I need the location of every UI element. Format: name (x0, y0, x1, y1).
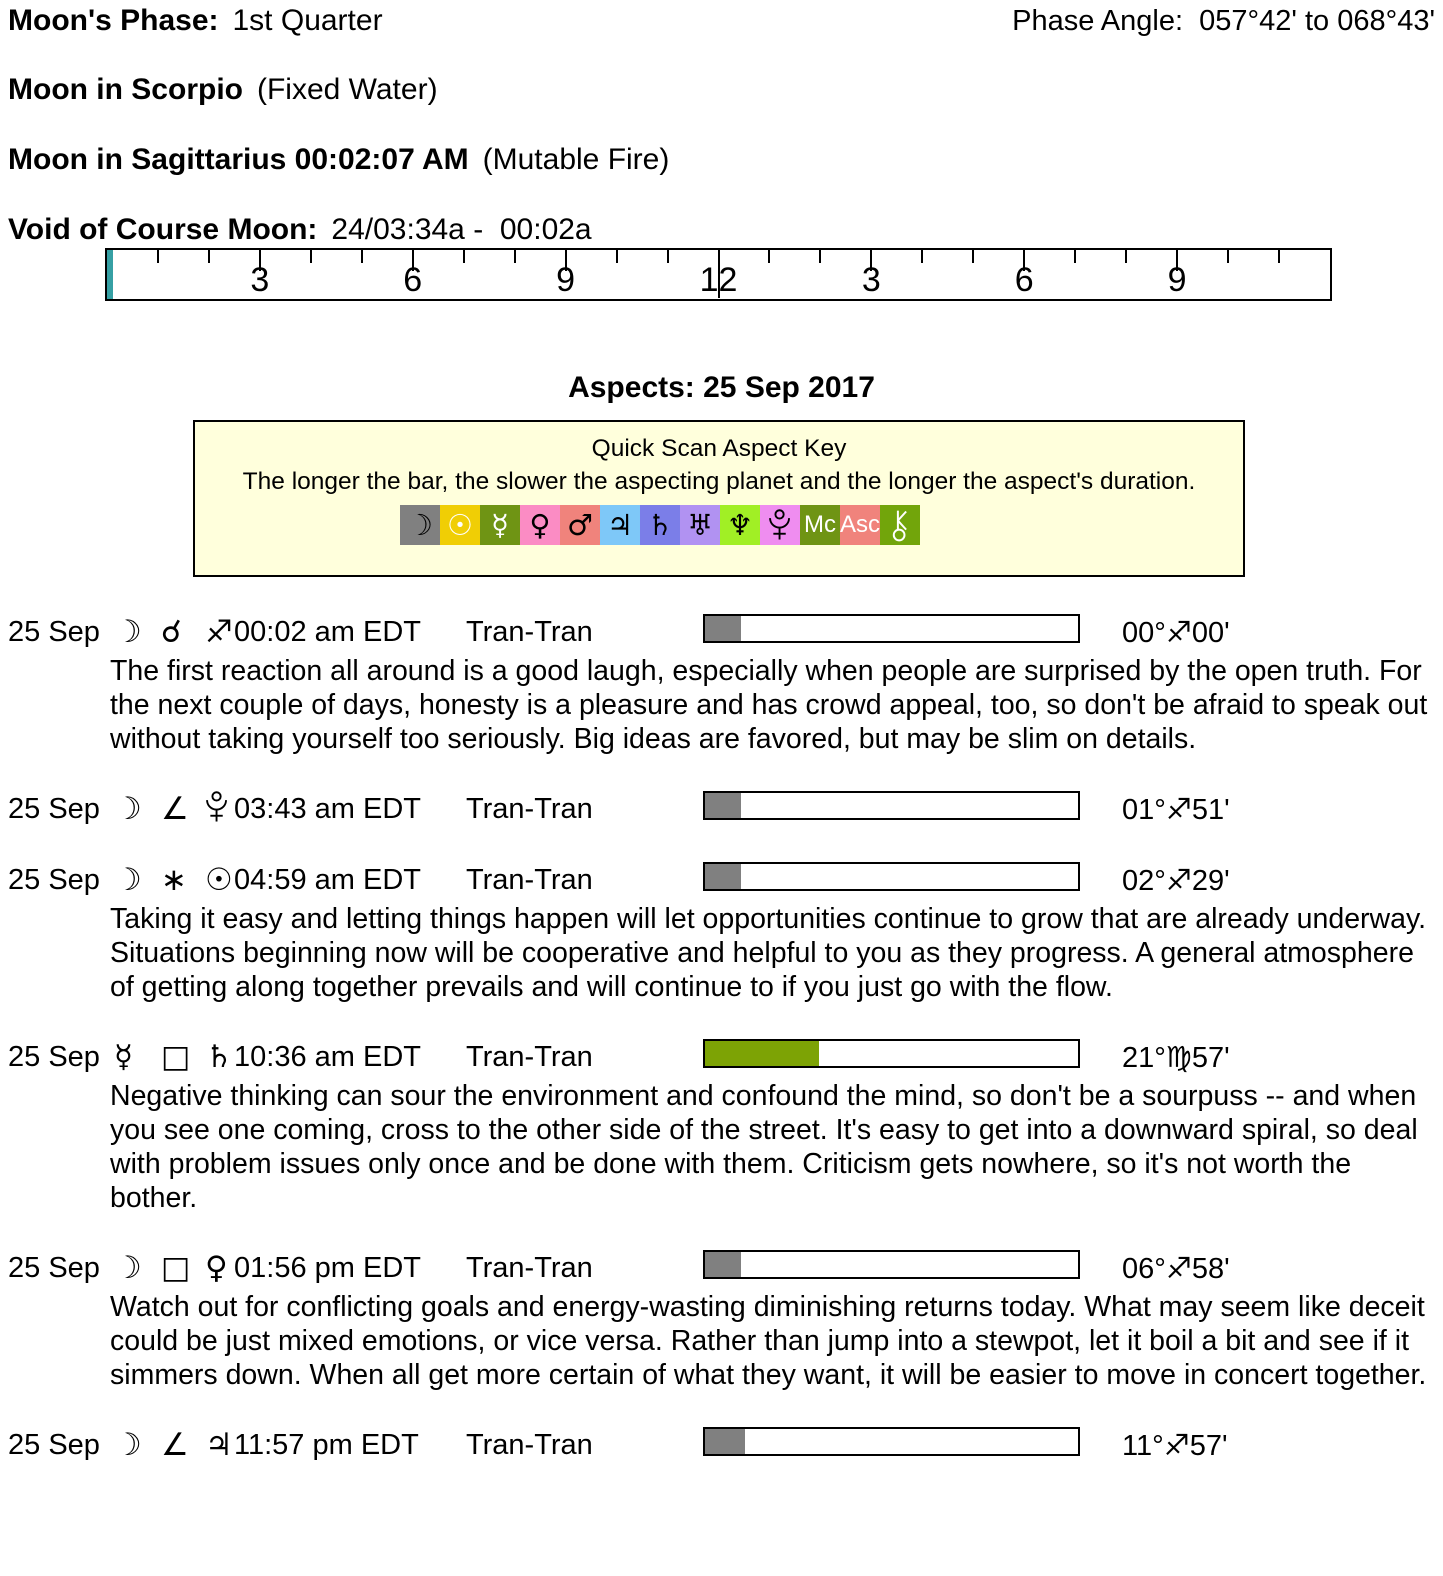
aspect-time: 10:36 am EDT (234, 1041, 421, 1073)
degree-value: 06° (1122, 1253, 1166, 1285)
degree-minutes: 00' (1191, 617, 1230, 649)
square-icon: □ (161, 1250, 191, 1286)
hour-tick (921, 250, 923, 263)
duration-bar (703, 1427, 1080, 1456)
hour-tick (208, 250, 210, 263)
hour-tick (616, 250, 618, 263)
aspect-block (0, 862, 1443, 1004)
voc-period-marker (107, 250, 113, 299)
key-item-mc (800, 505, 840, 545)
chiron-icon (888, 509, 911, 542)
duration-bar (703, 1039, 1080, 1068)
aspect-key-swatches (195, 505, 1243, 545)
key-item-saturn (640, 505, 680, 545)
mars-icon: ♂ (567, 508, 593, 542)
hour-tick (667, 250, 669, 263)
aspect-block (0, 614, 1443, 756)
degree-value: 21° (1122, 1042, 1166, 1074)
voc-ruler (105, 248, 1332, 301)
phase-angle: Phase Angle: 057°42' to 068°43' (1012, 5, 1435, 37)
duration-bar-fill (705, 793, 741, 818)
duration-bar-fill (705, 1252, 741, 1277)
aspect-degree (1122, 1250, 1230, 1287)
moons-phase (8, 5, 383, 37)
pluto-icon (205, 791, 228, 828)
sagittarius-icon: ♐ (1165, 792, 1192, 826)
moon-icon: ☽ (114, 1427, 142, 1463)
moon-icon: ☽ (114, 1250, 142, 1286)
sun-icon: ☉ (447, 508, 473, 542)
aspect-time: 01:56 pm EDT (234, 1252, 421, 1284)
key-item-jupiter (600, 505, 640, 545)
sagittarius-icon: ♐ (205, 614, 233, 650)
degree-minutes: 58' (1191, 1253, 1230, 1285)
aspect-block (0, 791, 1443, 827)
key-item-mars (560, 505, 600, 545)
aspect-degree (1122, 1427, 1228, 1464)
duration-bar (703, 791, 1080, 820)
moon-icon: ☽ (114, 791, 142, 827)
hour-tick (819, 250, 821, 263)
aspect-date: 25 Sep (8, 793, 100, 825)
aspect-row (0, 791, 1443, 827)
hour-tick (1278, 250, 1280, 263)
aspect-key-subtitle: The longer the bar, the slower the aspecting planet and the longer the aspect's duration. (242, 468, 1196, 495)
sagittarius-icon: ♐ (1165, 863, 1192, 897)
aspect-description: The first reaction all around is a good laugh, especially when people are surprised by the open truth. For the next couple of days, honesty is a pleasure and has crowd appeal, too, so don't be afraid to speak out without taking yourself too seriously. Big ideas are favored, but may be slim on details. (110, 655, 1428, 755)
degree-minutes: 29' (1191, 865, 1230, 897)
sextile-icon: ∗ (161, 862, 187, 898)
mercury-icon: ☿ (491, 508, 509, 542)
duration-bar (703, 614, 1080, 643)
hour-tick (310, 250, 312, 263)
hour-tick (768, 250, 770, 263)
aspect-key-box (193, 420, 1245, 577)
hour-label: 3 (861, 261, 881, 299)
aspect-list (0, 614, 1443, 1463)
degree-minutes: 57' (1191, 1042, 1230, 1074)
moon-icon: ☽ (114, 862, 142, 898)
aspect-type: Tran-Tran (466, 1252, 593, 1284)
sagittarius-icon: ♐ (1165, 1251, 1192, 1285)
aspect-row (0, 862, 1443, 898)
duration-bar-fill (705, 1429, 745, 1454)
duration-bar-fill (705, 864, 741, 889)
degree-value: 11° (1122, 1430, 1164, 1462)
duration-bar-fill (705, 616, 741, 641)
aspect-time: 11:57 pm EDT (234, 1429, 419, 1461)
moon-sign-line-1 (0, 74, 1443, 106)
void-of-course-value: 24/03:34a - 00:02a (331, 213, 592, 246)
hour-label: 3 (250, 261, 270, 299)
aspect-type: Tran-Tran (466, 616, 593, 648)
moon-sign-line-2 (0, 144, 1443, 176)
hour-label: 12 (699, 261, 738, 299)
key-item-mercury (480, 505, 520, 545)
aspect-type: Tran-Tran (466, 1041, 593, 1073)
sagittarius-icon: ♐ (1163, 1428, 1190, 1462)
aspect-row (0, 1250, 1443, 1286)
void-of-course-line (0, 214, 1443, 246)
aspect-description: Watch out for conflicting goals and energy-wasting diminishing returns today. What may seem like deceit could be just mixed emotions, or vice versa. Rather than jump into a stewpot, let it boil a bit and see if it simmers down. When all get more certain of what they want, it will be easier to move in concert together. (110, 1291, 1427, 1391)
hour-label: 6 (1014, 261, 1034, 299)
aspect-type: Tran-Tran (466, 1429, 593, 1461)
aspect-type: Tran-Tran (466, 864, 593, 896)
key-item-chiron (880, 505, 920, 545)
aspect-degree (1122, 791, 1230, 828)
mc-icon: Mc (804, 511, 836, 538)
aspect-degree (1122, 614, 1230, 651)
degree-minutes: 57' (1189, 1430, 1228, 1462)
hour-tick (1125, 250, 1127, 263)
moon-sign-1-note: (Fixed Water) (256, 73, 438, 106)
aspect-key-title: Quick Scan Aspect Key (591, 435, 847, 462)
aspect-block (0, 1039, 1443, 1215)
hour-tick (157, 250, 159, 263)
moons-phase-label: Moon's Phase: (8, 4, 219, 37)
aspect-time: 00:02 am EDT (234, 616, 421, 648)
semisquare-icon: ∠ (161, 1427, 189, 1463)
jupiter-icon: ♃ (607, 508, 633, 542)
duration-bar (703, 1250, 1080, 1279)
sun-icon: ☉ (205, 862, 233, 898)
asc-icon: Asc (840, 511, 881, 538)
conjunction-icon: ☌ (161, 614, 182, 650)
hour-tick (361, 250, 363, 263)
duration-bar-fill (705, 1041, 819, 1066)
semisquare-icon: ∠ (161, 791, 189, 827)
aspect-block (0, 1427, 1443, 1463)
degree-value: 01° (1122, 794, 1166, 826)
duration-bar (703, 862, 1080, 891)
hour-label: 9 (1167, 261, 1187, 299)
key-item-venus (520, 505, 560, 545)
aspect-row (0, 614, 1443, 650)
hour-tick (1227, 250, 1229, 263)
aspect-time: 04:59 am EDT (234, 864, 421, 896)
venus-icon: ♀ (205, 1250, 228, 1286)
moon-sign-2-label: Moon in Sagittarius 00:02:07 AM (8, 143, 469, 176)
moons-phase-value: 1st Quarter (232, 4, 383, 37)
aspect-time: 03:43 am EDT (234, 793, 421, 825)
aspect-date: 25 Sep (8, 616, 100, 648)
uranus-icon: ♅ (687, 508, 713, 542)
key-item-neptune (720, 505, 760, 545)
aspects-title: Aspects: 25 Sep 2017 (568, 371, 875, 404)
virgo-icon: ♍ (1165, 1040, 1192, 1074)
pluto-icon (768, 509, 791, 542)
degree-value: 02° (1122, 865, 1166, 897)
moon-icon: ☽ (407, 508, 433, 542)
aspect-degree (1122, 1039, 1230, 1076)
moon-sign-1-label: Moon in Scorpio (8, 73, 243, 106)
aspect-degree (1122, 862, 1230, 899)
aspect-description: Taking it easy and letting things happen will let opportunities continue to grow that are already underway. Situations beginning now will be cooperative and helpful to you as they progress. A general atmosphere of getting along together prevails and will continue to if you just go with the flow. (110, 903, 1427, 1003)
key-item-sun (440, 505, 480, 545)
aspect-type: Tran-Tran (466, 793, 593, 825)
hour-label: 9 (556, 261, 576, 299)
neptune-icon: ♆ (727, 508, 753, 542)
degree-value: 00° (1122, 617, 1166, 649)
key-item-asc (840, 505, 880, 545)
hour-tick (463, 250, 465, 263)
moon-icon: ☽ (114, 614, 142, 650)
sagittarius-icon: ♐ (1165, 615, 1192, 649)
aspect-date: 25 Sep (8, 1429, 100, 1461)
jupiter-icon: ♃ (205, 1427, 233, 1463)
saturn-icon: ♄ (205, 1039, 233, 1075)
degree-minutes: 51' (1191, 794, 1230, 826)
moons-phase-line (0, 0, 1443, 37)
mercury-icon: ☿ (114, 1039, 134, 1075)
hour-tick (1074, 250, 1076, 263)
saturn-icon: ♄ (647, 508, 673, 542)
hour-tick (514, 250, 516, 263)
square-icon: □ (161, 1039, 191, 1075)
key-item-pluto (760, 505, 800, 545)
aspect-date: 25 Sep (8, 1041, 100, 1073)
hour-tick (972, 250, 974, 263)
aspect-row (0, 1427, 1443, 1463)
aspect-block (0, 1250, 1443, 1392)
hour-label: 6 (403, 261, 423, 299)
key-item-moon (400, 505, 440, 545)
aspect-date: 25 Sep (8, 1252, 100, 1284)
venus-icon: ♀ (529, 508, 551, 542)
moon-sign-2-note: (Mutable Fire) (482, 143, 670, 176)
void-of-course-label: Void of Course Moon: (8, 213, 318, 246)
aspect-row (0, 1039, 1443, 1075)
aspect-date: 25 Sep (8, 864, 100, 896)
key-item-uranus (680, 505, 720, 545)
aspect-description: Negative thinking can sour the environment and confound the mind, so don't be a sourpuss -- and when you see one coming, cross to the other side of the street. It's easy to get into a downward spiral, so deal with problem issues only once and be done with them. Criticism gets nowhere, so it's not worth the bother. (110, 1080, 1418, 1214)
